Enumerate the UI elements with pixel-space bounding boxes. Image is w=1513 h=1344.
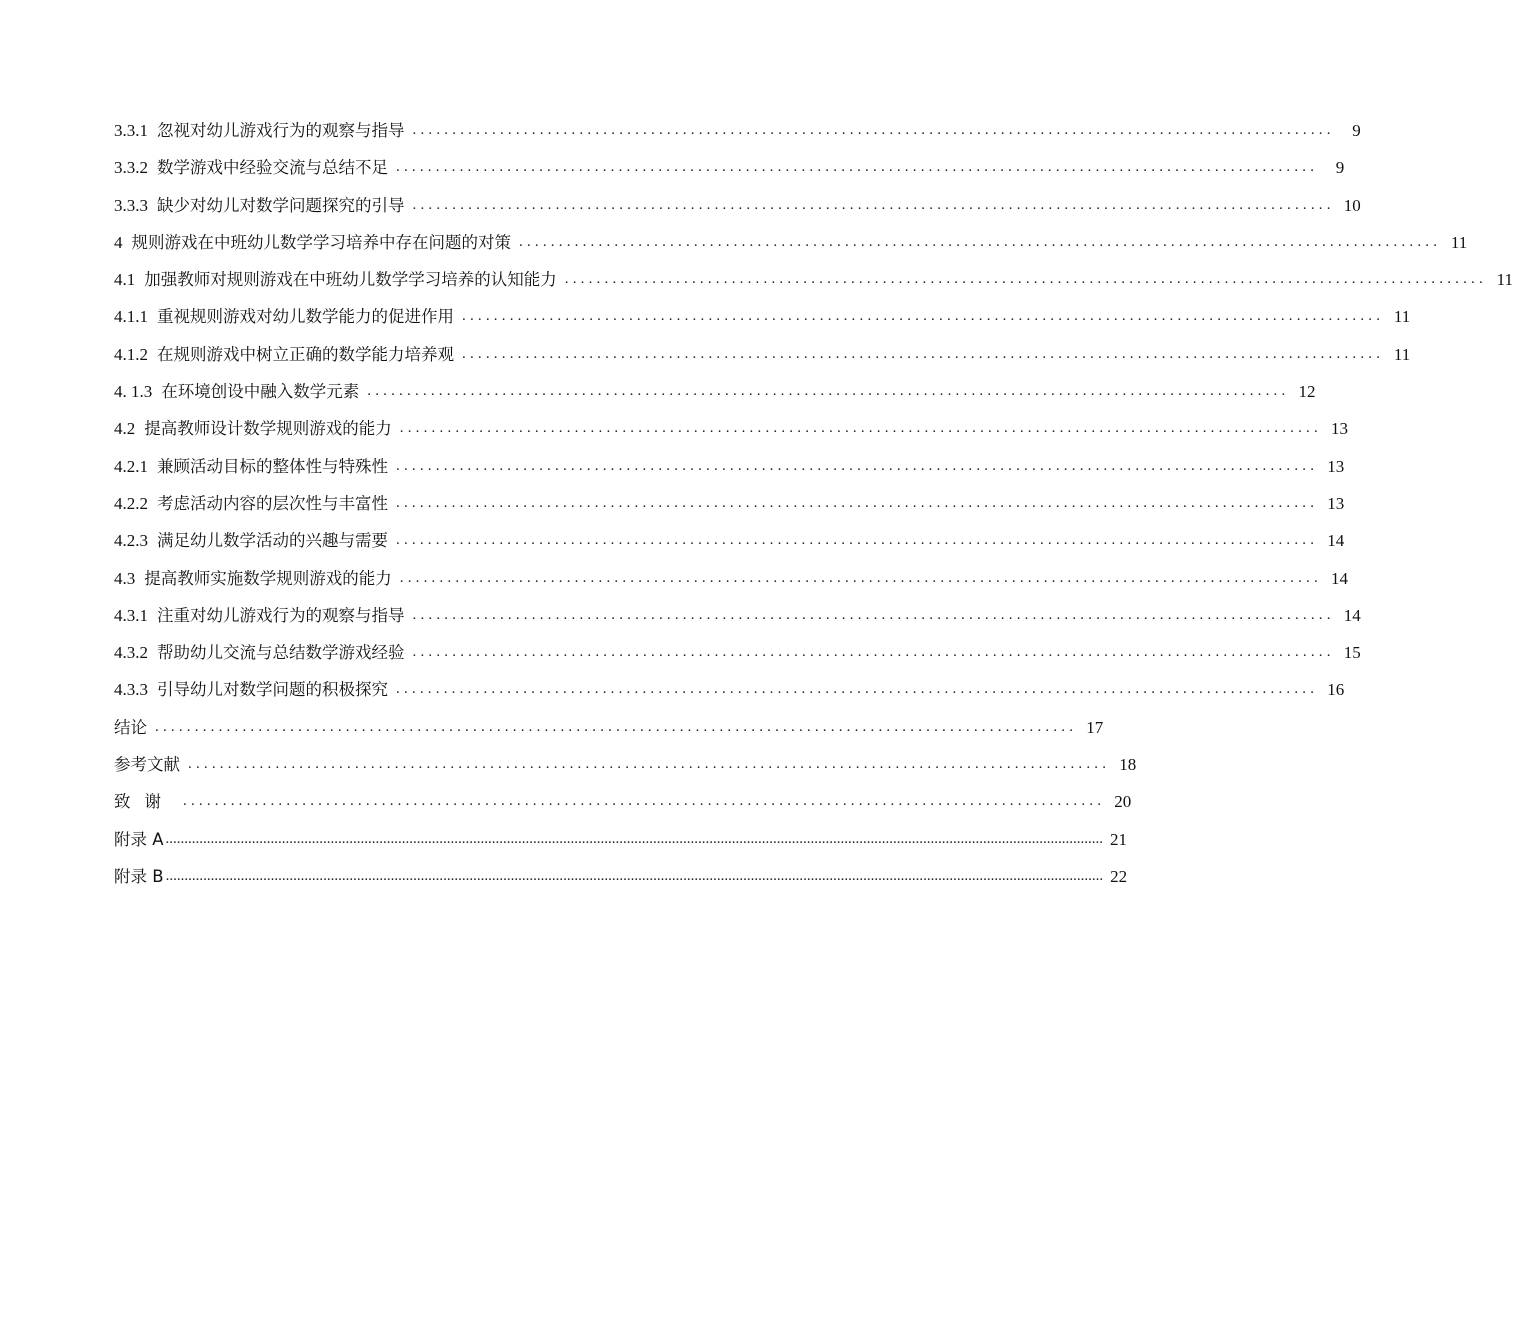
table-of-contents	[114, 112, 1513, 895]
toc-entry-number: 3.3.2	[114, 158, 148, 178]
toc-entry-number: 4	[114, 232, 123, 252]
toc-dot-leader: ..........................................................................................................................................................................................................................................................	[165, 867, 1104, 884]
toc-dot-leader: ....................................................................................................................	[462, 308, 1385, 325]
toc-dot-leader: ....................................................................................................................	[188, 756, 1111, 773]
toc-entry-title: 忽视对幼儿游戏行为的观察与指导	[157, 121, 405, 140]
toc-entry-title: 规则游戏在中班幼儿数学学习培养中存在问题的对策	[131, 232, 511, 252]
toc-entry-page: 13	[1330, 419, 1348, 439]
toc-entry-number: 4. 1.3	[114, 382, 153, 402]
toc-entry-number: 3.3.3	[114, 195, 148, 215]
toc-entry-title: 在环境创设中融入数学元素	[161, 382, 360, 402]
toc-entry-page: 9	[1352, 121, 1361, 140]
toc-entry-page: 12	[1298, 382, 1316, 402]
toc-entry-page: 15	[1343, 643, 1361, 663]
toc-entry-page: 21	[1110, 829, 1128, 849]
toc-dot-leader: ....................................................................................................................	[155, 718, 1078, 735]
toc-dot-leader: ....................................................................................................................	[367, 383, 1290, 400]
toc-entry-title: 附录 B	[114, 866, 164, 886]
toc-entry[interactable]	[114, 224, 1468, 261]
toc-entry[interactable]	[114, 560, 1348, 597]
toc-dot-leader: ....................................................................................................................	[412, 122, 1335, 138]
toc-entry-title: 缺少对幼儿对数学问题探究的引导	[157, 195, 405, 215]
toc-entry[interactable]	[114, 634, 1361, 671]
toc-entry-number: 4.2	[114, 419, 136, 439]
toc-entry[interactable]	[114, 448, 1345, 485]
toc-entry-page: 9	[1335, 158, 1345, 178]
toc-entry[interactable]	[114, 261, 1513, 298]
toc-entry-page: 14	[1330, 568, 1348, 588]
toc-dot-leader: ....................................................................................................................	[519, 233, 1442, 250]
toc-entry-number: 4.3.3	[114, 680, 148, 700]
toc-entry[interactable]	[114, 410, 1348, 447]
toc-entry-number: 4.2.1	[114, 456, 148, 476]
toc-entry-page: 18	[1119, 755, 1137, 775]
toc-entry[interactable]	[114, 298, 1411, 335]
toc-entry-page: 11	[1450, 232, 1468, 252]
toc-entry-title: 注重对幼儿游戏行为的观察与指导	[157, 605, 405, 625]
toc-entry[interactable]	[114, 597, 1361, 634]
toc-entry-page: 20	[1114, 792, 1132, 812]
toc-entry[interactable]	[114, 821, 1128, 858]
toc-entry-number: 4.3.2	[114, 643, 148, 663]
toc-entry-title: 引导幼儿对数学问题的积极探究	[157, 680, 388, 700]
toc-dot-leader: ....................................................................................................................	[396, 494, 1319, 511]
toc-entry[interactable]	[114, 783, 1132, 820]
toc-entry-number: 4.1.2	[114, 344, 148, 364]
toc-entry-page: 11	[1393, 307, 1411, 327]
toc-dot-leader: ....................................................................................................................	[399, 420, 1322, 437]
toc-entry-page: 14	[1343, 605, 1361, 625]
toc-entry-number: 4.1	[114, 270, 136, 290]
toc-dot-leader: ....................................................................................................................	[396, 457, 1319, 474]
toc-entry-page: 11	[1393, 344, 1411, 364]
toc-entry[interactable]	[114, 485, 1345, 522]
toc-dot-leader: ....................................................................................................................	[462, 345, 1385, 362]
toc-dot-leader: ....................................................................................................................	[412, 606, 1335, 623]
toc-entry[interactable]	[114, 746, 1137, 783]
toc-dot-leader: ....................................................................................................................	[396, 532, 1319, 549]
toc-entry-title: 数学游戏中经验交流与总结不足	[157, 158, 388, 178]
toc-entry[interactable]	[114, 671, 1345, 708]
toc-entry-number: 4.3	[114, 568, 136, 588]
toc-entry[interactable]	[114, 112, 1361, 149]
toc-entry-page: 14	[1327, 531, 1345, 551]
toc-dot-leader: ....................................................................................................................	[396, 159, 1319, 176]
toc-entry-number: 4.1.1	[114, 307, 148, 327]
toc-entry-page: 13	[1327, 456, 1345, 476]
toc-entry[interactable]	[114, 373, 1316, 410]
toc-entry-number: 3.3.1	[114, 121, 148, 140]
toc-entry-page: 10	[1343, 195, 1361, 215]
toc-entry[interactable]	[114, 858, 1128, 895]
toc-entry-title: 重视规则游戏对幼儿数学能力的促进作用	[157, 307, 454, 327]
toc-dot-leader: ....................................................................................................................	[183, 793, 1106, 810]
toc-entry[interactable]	[114, 149, 1345, 186]
toc-entry-number: 4.2.3	[114, 531, 148, 551]
toc-entry-title: 考虑活动内容的层次性与丰富性	[157, 493, 388, 513]
toc-entry-page: 22	[1110, 866, 1128, 886]
toc-entry-page: 17	[1086, 717, 1104, 737]
toc-entry[interactable]	[114, 187, 1361, 224]
toc-entry-title: 致谢	[114, 792, 175, 812]
toc-entry-title: 参考文献	[114, 755, 180, 775]
toc-entry[interactable]	[114, 336, 1411, 373]
toc-dot-leader: ....................................................................................................................	[412, 196, 1335, 213]
toc-dot-leader: ..........................................................................................................................................................................................................................................................	[165, 830, 1104, 847]
toc-entry-title: 满足幼儿数学活动的兴趣与需要	[157, 531, 388, 551]
toc-dot-leader: ....................................................................................................................	[396, 681, 1319, 698]
toc-entry-title: 结论	[114, 717, 147, 737]
toc-entry-page: 13	[1327, 493, 1345, 513]
toc-dot-leader: ....................................................................................................................	[564, 271, 1487, 288]
toc-entry-title: 兼顾活动目标的整体性与特殊性	[157, 456, 388, 476]
toc-entry-title: 加强教师对规则游戏在中班幼儿数学学习培养的认知能力	[144, 270, 557, 290]
toc-dot-leader: ....................................................................................................................	[412, 644, 1335, 661]
toc-entry-number: 4.2.2	[114, 493, 148, 513]
toc-entry[interactable]	[114, 522, 1345, 559]
toc-dot-leader: ....................................................................................................................	[399, 569, 1322, 586]
toc-entry-title: 提高教师设计数学规则游戏的能力	[144, 419, 392, 439]
toc-entry-title: 帮助幼儿交流与总结数学游戏经验	[157, 643, 405, 663]
toc-entry-title: 在规则游戏中树立正确的数学能力培养观	[157, 344, 454, 364]
toc-entry-page: 11	[1496, 270, 1513, 290]
toc-entry-title: 提高教师实施数学规则游戏的能力	[144, 568, 392, 588]
toc-entry-number: 4.3.1	[114, 605, 148, 625]
toc-entry[interactable]	[114, 709, 1104, 746]
toc-entry-title: 附录 A	[114, 829, 164, 849]
toc-entry-page: 16	[1327, 680, 1345, 700]
